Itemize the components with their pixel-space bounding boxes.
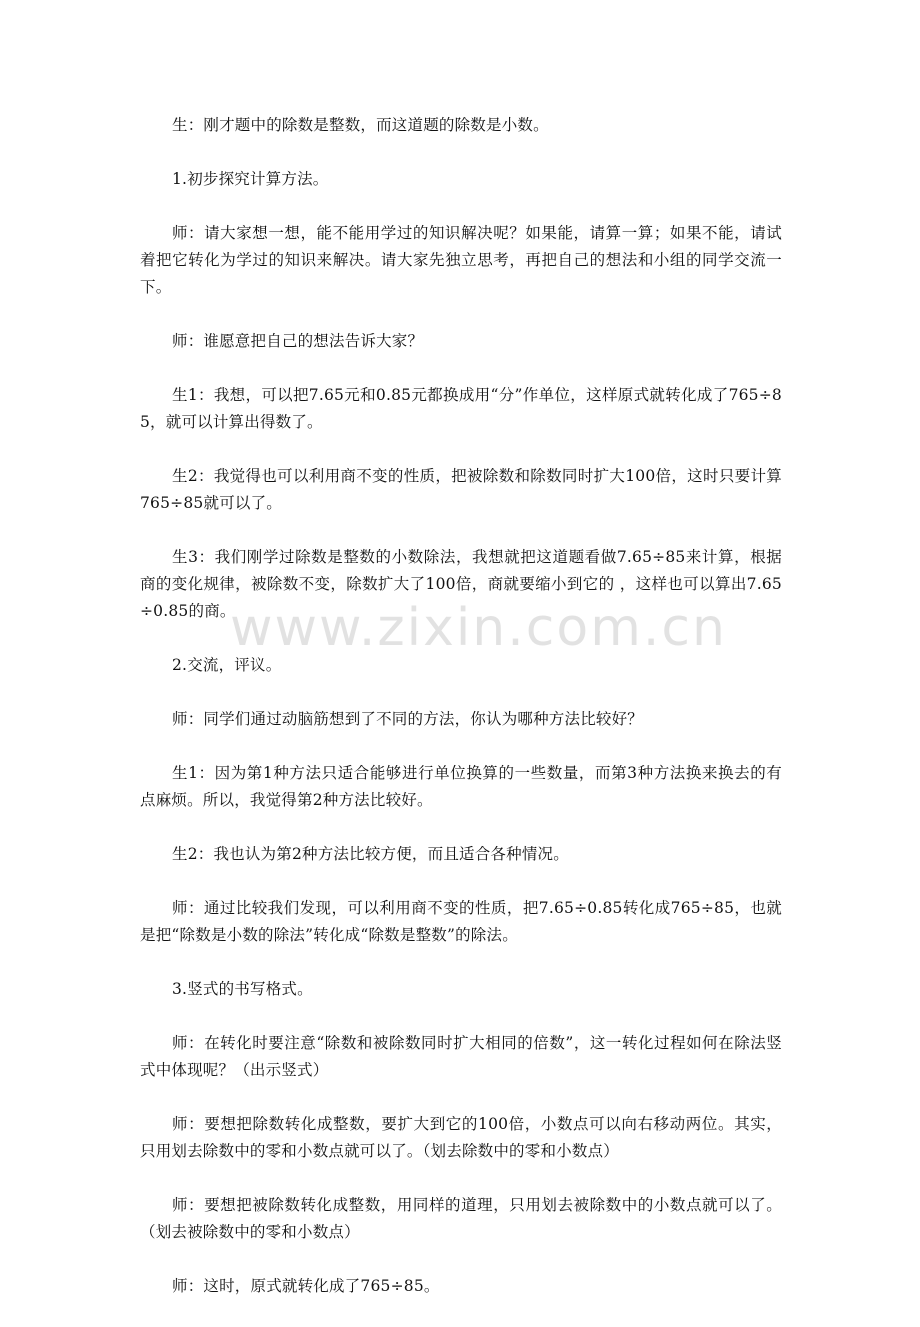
paragraph: 生2：我觉得也可以利用商不变的性质，把被除数和除数同时扩大100倍，这时只要计算765÷85就可以了。	[140, 467, 782, 512]
paragraph: 师：这时，原式就转化成了765÷85。	[172, 1277, 440, 1295]
section-heading: 3.竖式的书写格式。	[172, 980, 313, 998]
paragraph: 师：谁愿意把自己的想法告诉大家？	[172, 332, 424, 350]
paragraph: 师：通过比较我们发现，可以利用商不变的性质，把7.65÷0.85转化成765÷85，也就是把“除数是小数的除法”转化成“除数是整数”的除法。	[140, 899, 782, 944]
paragraph: 生2：我也认为第2种方法比较方便，而且适合各种情况。	[172, 845, 569, 863]
paragraph: 生1：因为第1种方法只适合能够进行单位换算的一些数量，而第3种方法换来换去的有点麻烦。所以，我觉得第2种方法比较好。	[140, 764, 782, 809]
paragraph: 生1：我想，可以把7.65元和0.85元都换成用“分”作单位，这样原式就转化成了765÷85，就可以计算出得数了。	[140, 386, 782, 431]
paragraph: 生：刚才题中的除数是整数，而这道题的除数是小数。	[172, 116, 549, 134]
paragraph: 生3：我们刚学过除数是整数的小数除法，我想就把这道题看做7.65÷85来计算，根据商的变化规律，被除数不变，除数扩大了100倍，商就要缩小到它的 ，这样也可以算出7.65÷0.85的商。	[140, 548, 782, 620]
paragraph: 师：要想把被除数转化成整数，用同样的道理，只用划去被除数中的小数点就可以了。（划去被除数中的零和小数点）	[140, 1196, 782, 1241]
paragraph: 师：同学们通过动脑筋想到了不同的方法，你认为哪种方法比较好？	[172, 710, 644, 728]
watermark: www.zixin.com.cn	[230, 598, 727, 658]
document-body	[140, 112, 782, 1327]
paragraph: 师：请大家想一想，能不能用学过的知识解决呢？如果能，请算一算；如果不能，请试着把它转化为学过的知识来解决。请大家先独立思考，再把自己的想法和小组的同学交流一下。	[140, 224, 782, 296]
section-heading: 1.初步探究计算方法。	[172, 170, 329, 188]
paragraph: 师：在转化时要注意“除数和被除数同时扩大相同的倍数”，这一转化过程如何在除法竖式中体现呢？（出示竖式）	[140, 1034, 782, 1079]
paragraph: 师：要想把除数转化成整数，要扩大到它的100倍，小数点可以向右移动两位。其实，只用划去除数中的零和小数点就可以了。（划去除数中的零和小数点）	[140, 1115, 782, 1160]
section-heading: 2.交流，评议。	[172, 656, 282, 674]
